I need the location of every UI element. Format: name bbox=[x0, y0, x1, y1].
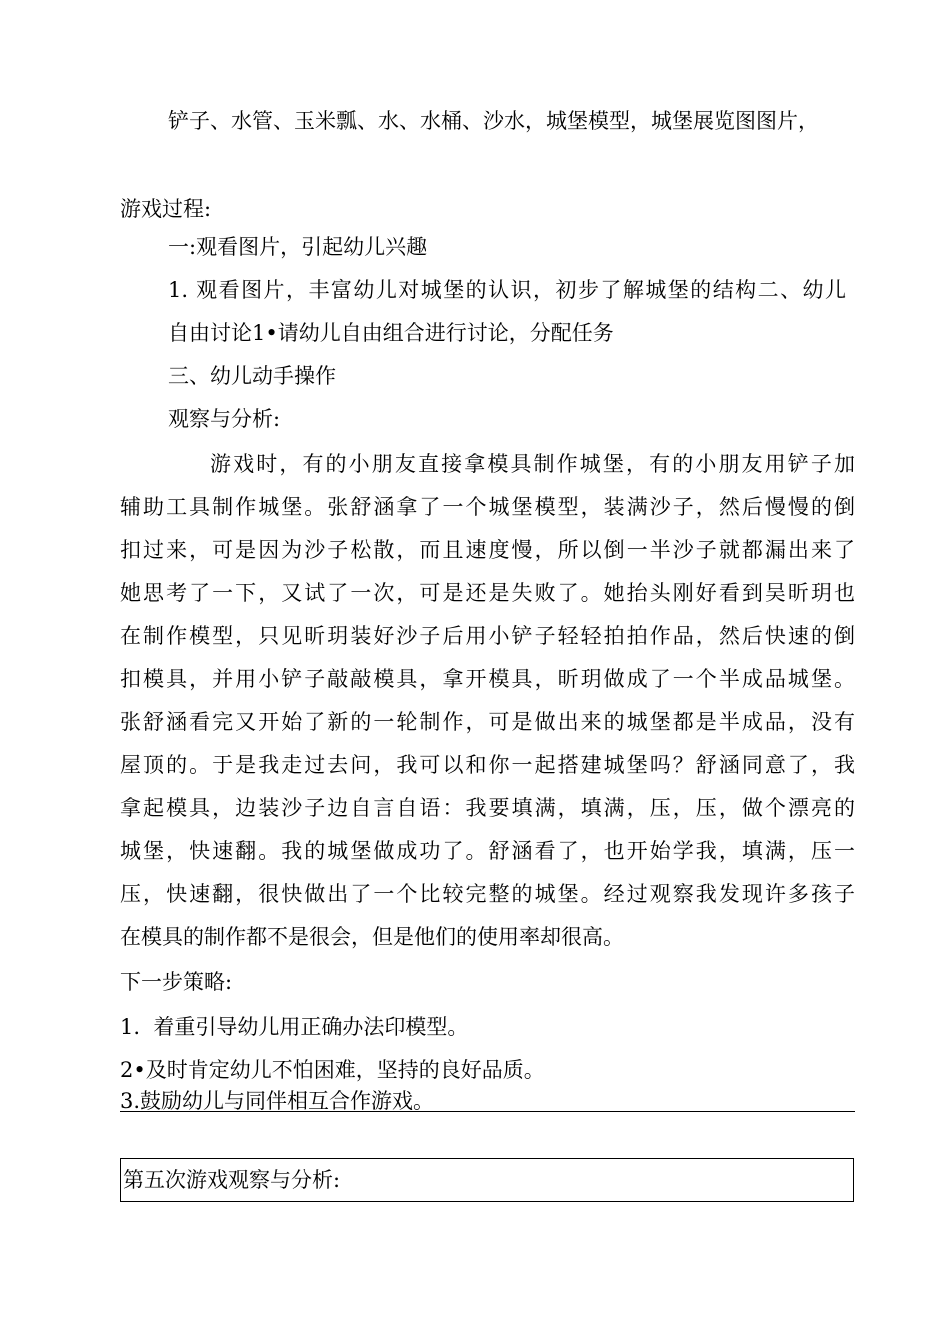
process-step-1-detail: 1. 观看图片，丰富幼儿对城堡的认识，初步了解城堡的结构二、幼儿 bbox=[168, 278, 846, 302]
process-step-2-detail: 自由讨论1•请幼儿自由组合进行讨论，分配任务 bbox=[168, 321, 614, 345]
process-step-1: 一:观看图片，引起幼儿兴趣 bbox=[168, 235, 428, 259]
section-divider bbox=[120, 1111, 855, 1112]
analysis-line: 她思考了一下，又试了一次，可是还是失败了。她抬头刚好看到吴昕玥也 bbox=[120, 581, 855, 605]
next-step-item: 3.鼓励幼儿与同伴相互合作游戏。 bbox=[120, 1089, 435, 1113]
analysis-line: 城堡，快速翻。我的城堡做成功了。舒涵看了，也开始学我，填满，压一 bbox=[120, 839, 855, 863]
next-steps-heading: 下一步策略: bbox=[120, 970, 233, 994]
analysis-line: 压，快速翻，很快做出了一个比较完整的城堡。经过观察我发现许多孩子 bbox=[120, 882, 855, 906]
next-step-item: 1. 着重引导幼儿用正确办法印模型。 bbox=[120, 1015, 469, 1039]
analysis-line: 扣模具，并用小铲子敲敲模具，拿开模具，昕玥做成了一个半成品城堡。 bbox=[120, 667, 855, 691]
fifth-observation-box bbox=[120, 1158, 854, 1202]
analysis-line: 游戏时，有的小朋友直接拿模具制作城堡，有的小朋友用铲子加 bbox=[210, 452, 855, 476]
process-step-3: 三、幼儿动手操作 bbox=[168, 364, 336, 388]
process-heading: 游戏过程: bbox=[120, 197, 212, 221]
fifth-observation-label: 第五次游戏观察与分析: bbox=[123, 1168, 341, 1192]
next-step-item: 2•及时肯定幼儿不怕困难，坚持的良好品质。 bbox=[120, 1058, 545, 1082]
analysis-heading: 观察与分析: bbox=[168, 407, 281, 431]
analysis-line: 在模具的制作都不是很会，但是他们的使用率却很高。 bbox=[120, 925, 624, 949]
analysis-line: 张舒涵看完又开始了新的一轮制作，可是做出来的城堡都是半成品，没有 bbox=[120, 710, 855, 734]
materials-line: 铲子、水管、玉米瓢、水、水桶、沙水，城堡模型，城堡展览图图片， bbox=[168, 109, 819, 133]
analysis-line: 屋顶的。于是我走过去问，我可以和你一起搭建城堡吗？舒涵同意了，我 bbox=[120, 753, 855, 777]
analysis-line: 拿起模具，边装沙子边自言自语：我要填满，填满，压，压，做个漂亮的 bbox=[120, 796, 855, 820]
analysis-line: 辅助工具制作城堡。张舒涵拿了一个城堡模型，装满沙子，然后慢慢的倒 bbox=[120, 495, 855, 519]
analysis-line: 在制作模型，只见昕玥装好沙子后用小铲子轻轻拍拍作品，然后快速的倒 bbox=[120, 624, 855, 648]
analysis-line: 扣过来，可是因为沙子松散，而且速度慢，所以倒一半沙子就都漏出来了 bbox=[120, 538, 855, 562]
